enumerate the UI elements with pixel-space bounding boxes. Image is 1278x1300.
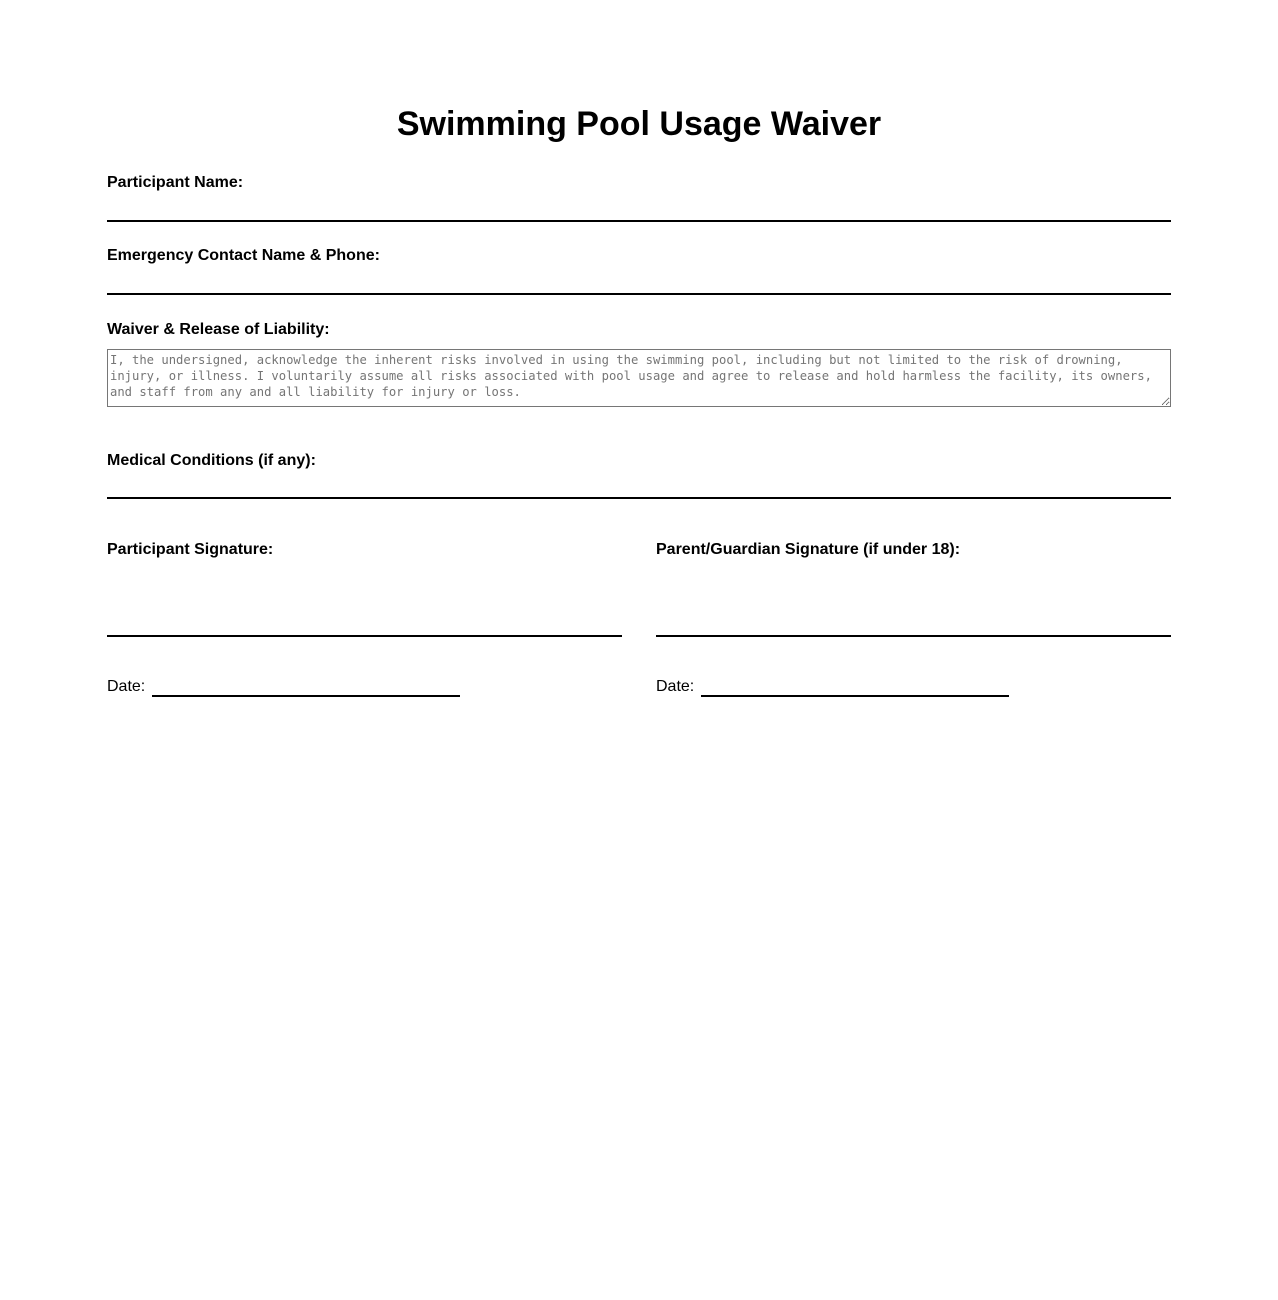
guardian-date-label: Date: [656, 678, 695, 695]
participant-name-input[interactable] [107, 194, 1171, 222]
participant-signature-input[interactable] [107, 609, 622, 637]
field-waiver-release [107, 320, 1171, 407]
signature-row [107, 540, 1171, 637]
guardian-signature-input[interactable] [656, 609, 1171, 637]
medical-conditions-input[interactable] [107, 471, 1171, 499]
waiver-form-page [107, 0, 1171, 697]
participant-signature-block [107, 540, 622, 637]
field-participant-name [107, 173, 1171, 222]
guardian-date-block [656, 676, 1171, 697]
guardian-signature-block [656, 540, 1171, 637]
participant-date-label: Date: [107, 678, 146, 695]
date-row [107, 676, 1171, 697]
participant-date-input[interactable] [152, 677, 460, 697]
waiver-release-textarea[interactable] [107, 349, 1171, 407]
field-medical-conditions [107, 451, 1171, 499]
emergency-contact-input[interactable] [107, 267, 1171, 295]
guardian-signature-label: Parent/Guardian Signature (if under 18): [656, 541, 961, 558]
waiver-release-label: Waiver & Release of Liability: [107, 321, 330, 338]
participant-signature-label: Participant Signature: [107, 541, 274, 558]
guardian-date-input[interactable] [701, 677, 1009, 697]
medical-conditions-label: Medical Conditions (if any): [107, 452, 316, 469]
page-title: Swimming Pool Usage Waiver [396, 105, 882, 143]
participant-name-label: Participant Name: [107, 174, 244, 191]
field-emergency-contact [107, 246, 1171, 295]
participant-date-block [107, 676, 622, 697]
emergency-contact-label: Emergency Contact Name & Phone: [107, 247, 380, 264]
